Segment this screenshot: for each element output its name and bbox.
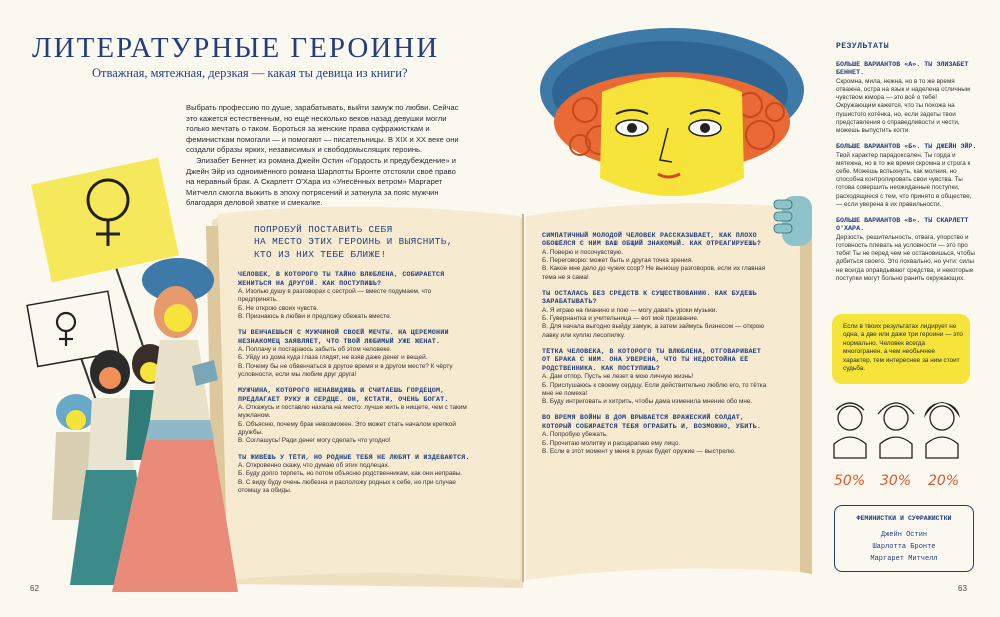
question-text: ТЫ ВЕНЧАЕШЬСЯ С МУЖЧИНОЙ СВОЕЙ МЕЧТЫ. НА ЦЕРЕМОНИИ НЕЗНАКОМЕЦ ЗАЯВЛЯЕТ, ЧТО ТВОЙ ЛЮБИМЫЙ УЖЕ ЖЕНАТ. [238,329,449,346]
quiz-question [542,232,772,282]
page-number-left: 62 [30,584,39,593]
result-heading: БОЛЬШЕ ВАРИАНТОВ «Б». ТЫ ДЖЕЙН ЭЙР. [836,143,977,152]
quiz-question [542,348,772,406]
answer-option: В. Буду интриговать и хитрить, чтобы дама изменила мнение обо мне. [542,398,753,406]
intro-text [186,103,462,209]
answer-option: В. С виду буду очень любезна и расположу родных к себе, но при случае отомщу за обиды. [238,478,456,494]
question-text: ТЫ ОСТАЛАСЬ БЕЗ СРЕДСТВ К СУЩЕСТВОВАНИЮ. КАК БУДЕШЬ ЗАРАБАТЫВАТЬ? [542,290,757,307]
note-text: Если в твоих результатах лидирует не одна, а две или даже три героини — это нормально. Человек всегда многогранен, а чем необычнее характер, тем интереснее за ним стоит судьба. [843,323,963,373]
answer-option: Б. Не открою своих чувств. [238,304,319,312]
answer-option: А. Откровенно скажу, что думаю об этих подлецах. [238,461,390,469]
quiz-question [542,414,772,456]
result-text: Скромна, мила, нежна, но в то же время отважна, остра на язык и наделена отличным чувством юмора — это всё о тебе! Окружающим кажется, что ты похожа на пушистого котёнка, но, если задеты твои представления о справедливости и чести, можешь выпустить когти. [836,77,971,135]
page-number-right: 63 [958,584,967,593]
answer-option: В. Если в этот момент у меня в руках будет оружие — выстрелю. [542,447,736,455]
answer-option: Б. Прислушаюсь к своему сердцу. Если действительно люблю его, то тётка мне не помеха! [542,381,767,397]
result-block [836,143,978,209]
answer-option: Б. Переговорю: может быть и другая точка зрения. [542,257,693,265]
feminists-title: ФЕМИНИСТКИ И СУФРАЖИСТКИ [856,515,952,522]
answer-option: А. Поплачу и постараюсь забыть об этом человеке. [238,346,392,354]
heroine-portrait [540,28,804,196]
portrait-jane [878,403,914,458]
feminist-name: Джейн Остин [880,531,928,539]
answer-option: А. Дам отпор. Пусть не лезет в мою личную жизнь! [542,373,694,381]
answer-option: А. Изолью душу в разговорах с сестрой — вместе подумаем, что предпринять. [238,288,432,304]
answer-option: В. Какое мне дело до чужих ссор? Не выношу разговоров, если их главная тема не я сама! [542,265,766,281]
results-sidebar [836,42,978,291]
answer-option: Б. Буду долго терпеть, но потом объясню родственникам, как они неправы. [238,470,463,478]
answer-option: А. Поверю и посочувствую. [542,248,623,256]
page-subtitle: Отважная, мятежная, дерзкая — какая ты девица из книги? [92,66,408,80]
quiz-question [238,329,470,379]
result-block [836,217,978,283]
result-text: Твой характер парадоксален. Ты горда и мятежна, но в то же время скромна и строга к себе. Можешь вспыхнуть, как молния, но способна контролировать свои чувства. Ты готова совершить неожиданные поступки, расходящиеся с тем, что принято в обществе, — если уверена в их правильности. [836,151,972,208]
quiz-question [238,271,470,321]
answer-option: В. Соглашусь! Ради денег могу сделать что угодно! [238,437,391,445]
quiz-question [238,454,470,496]
question-text: ВО ВРЕМЯ ВОЙНЫ В ДОМ ВРЫВАЕТСЯ ВРАЖЕСКИЙ СОЛДАТ, КОТОРЫЙ СОБИРАЕТСЯ ТЕБЯ ОГРАБИТЬ И, ВОЗМОЖНО, УБИТЬ. [542,414,762,431]
page-title: ЛИТЕРАТУРНЫЕ ГЕРОИНИ [32,32,440,64]
question-text: МУЖЧИНА, КОТОРОГО НЕНАВИДИШЬ И СЧИТАЕШЬ ГОРДЕЦОМ, ПРЕДЛАГАЕТ РУКУ И СЕРДЦЕ. ОН, КСТАТИ, ОЧЕНЬ БОГАТ. [238,387,449,404]
answer-option: В. Почему бы не обвенчаться в другое время и в другом месте? К чёрту условности, если мы любим друг друга! [238,362,453,378]
answer-option: Б. Прочитаю молитву и расцарапаю ему лицо. [542,439,681,447]
question-text: ТЁТКА ЧЕЛОВЕКА, В КОТОРОГО ТЫ ВЛЮБЛЕНА, ОТГОВАРИВАЕТ ОТ БРАКА С НИМ. ОНА УВЕРЕНА, ЧТО ТЫ НЕДОСТОЙНА ЕЁ РОДСТВЕННИКА. КАК ПОСТУПИШЬ? [542,348,762,373]
quiz-question [238,387,470,445]
quiz-intro: ПОПРОБУЙ ПОСТАВИТЬ СЕБЯ НА МЕСТО ЭТИХ ГЕРОИНЬ И ВЫЯСНИТЬ, КТО ИЗ НИХ ТЕБЕ БЛИЖЕ! [254,224,453,260]
heroine-portraits [834,402,960,458]
feminist-name: Шарлотта Бронте [872,543,936,551]
feminist-name: Маргарет Митчелл [870,555,938,563]
answer-option: А. Я играю на пианино и пою — могу давать уроки музыки. [542,306,718,314]
quiz-left-column [238,224,470,503]
percentage-elizabeth: 50% [834,473,866,489]
intro-paragraph: Выбрать профессию по душе, зарабатывать, выйти замуж по любви. Сейчас это кажется естественным, но ещё несколько веков назад девушки могли только мечтать о таком. Бороться за женские права суфражисткам и феминисткам помогали — и помогают — писательницы. В XIX и XX веке они создали образы ярких, независимых и свободомыслящих героинь. [186,103,459,155]
question-text: ЧЕЛОВЕК, В КОТОРОГО ТЫ ТАЙНО ВЛЮБЛЕНА, СОБИРАЕТСЯ ЖЕНИТЬСЯ НА ДРУГОЙ. КАК ПОСТУПИШЬ? [238,271,445,288]
percentage-scarlett: 20% [928,473,960,489]
quiz-right-column [542,232,772,464]
result-heading: БОЛЬШЕ ВАРИАНТОВ «В». ТЫ СКАРЛЕТТ О'ХАРА. [836,217,969,234]
answer-option: В. Признаюсь в любви и предложу сбежать вместе. [238,312,392,320]
answer-option: Б. Уйду из дома куда глаза глядят, не взяв даже денег и вещей. [238,354,428,362]
portrait-elizabeth [834,403,866,458]
result-text: Дерзость, решительность, отвага, упорство и готовность плевать на условности — это про тебя! Ты не перед чем не остановишься, чтобы добиться своего. Это похвально, но учти: силы не всегда оправдывают средства, и некоторые поступки могут больно ранить окружающих. [836,233,975,282]
portrait-scarlett [924,402,960,458]
percentage-jane: 30% [880,473,912,489]
answer-option: Б. Гувернантка и учительница — вот моё призвание. [542,315,699,323]
question-text: СИМПАТИЧНЫЙ МОЛОДОЙ ЧЕЛОВЕК РАССКАЗЫВАЕТ, КАК ПЛОХО ОБОШЁЛСЯ С НИМ ВАШ ОБЩИЙ ЗНАКОМЫЙ. КАК ОТРЕАГИРУЕШЬ? [542,232,762,249]
quiz-question [542,290,772,340]
result-block [836,61,978,135]
intro-paragraph: Элизабет Беннет из романа Джейн Остин «Гордость и предубеждение» и Джейн Эйр из одноимённого романа Шарлотты Бронте отстояли своё право на неравный брак. А Скарлетт О'Хара из «Унесённых ветром» Маргарет Митчелл смогла выжить в эпоху потрясений и заткнула за пояс мужчин благодаря деловой хватке и смекалке. [186,155,457,208]
answer-option: Б. Объясню, почему брак невозможен. Это может стать началом крепкой дружбы. [238,420,457,436]
results-title: РЕЗУЛЬТАТЫ [836,42,890,51]
result-heading: БОЛЬШЕ ВАРИАНТОВ «А». ТЫ ЭЛИЗАБЕТ БЕННЕТ. [836,61,969,78]
answer-option: В. Для начала выгодно выйду замуж, а затем займусь бизнесом — открою лавку или куплю лесопилку. [542,323,765,339]
answer-option: А. Откажусь и поставлю нахала на место: лучше жить в нищете, чем с таким мужланом. [238,404,467,420]
question-text: ТЫ ЖИВЁШЬ У ТЁТИ, НО РОДНЫЕ ТЕБЯ НЕ ЛЮБЯТ И ИЗДЕВАЮТСЯ. [238,453,470,462]
answer-option: А. Попробую убежать. [542,431,608,439]
